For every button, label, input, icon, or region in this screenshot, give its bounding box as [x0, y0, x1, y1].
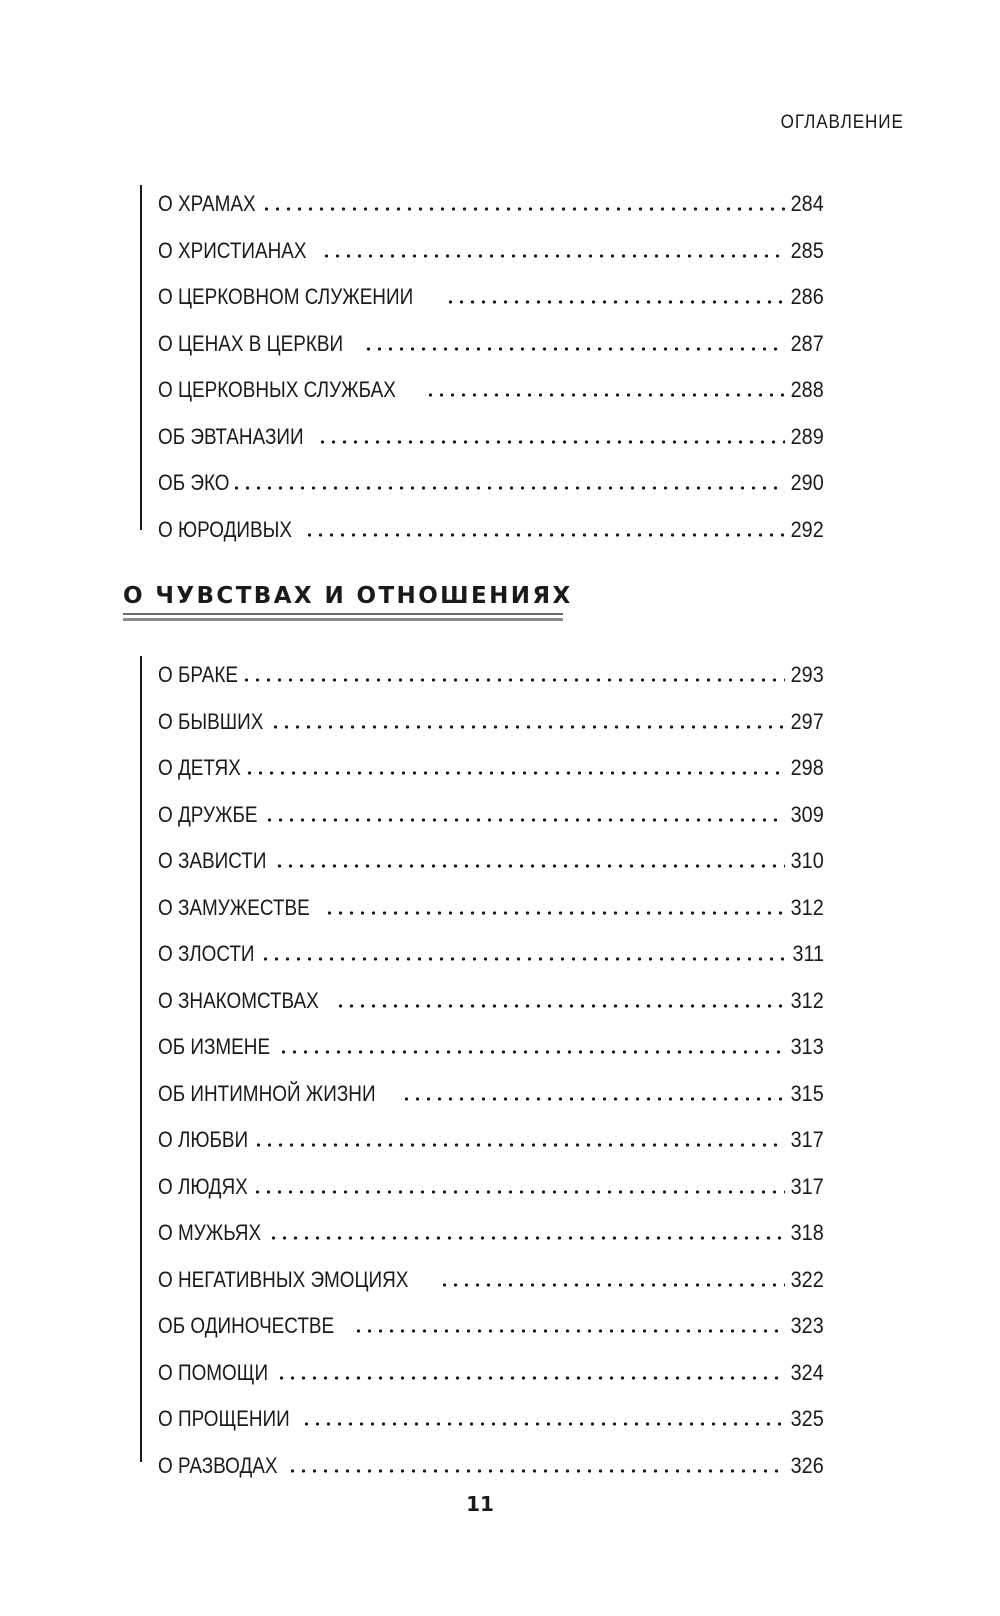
- toc-entry-title: О ЗАМУЖЕСТВЕ: [158, 894, 310, 920]
- toc-entry: [158, 1117, 824, 1164]
- dot-leader: [261, 205, 785, 213]
- dot-leader: [260, 955, 787, 963]
- toc-group-church: [140, 185, 824, 542]
- toc-list: [158, 181, 824, 553]
- toc-group-feelings: [140, 656, 824, 1478]
- section-heading: О ЧУВСТВАХ И ОТНОШЕНИЯХ: [123, 583, 573, 609]
- toc-entry-page: 322: [790, 1266, 824, 1292]
- dot-leader: [425, 391, 786, 399]
- toc-list: [158, 652, 824, 1489]
- toc-entry-title: О БЫВШИХ: [158, 708, 264, 734]
- dot-leader: [301, 1420, 785, 1428]
- toc-entry-title: ОБ ИЗМЕНЕ: [158, 1034, 271, 1060]
- toc-entry: [158, 885, 824, 932]
- toc-entry-page: 315: [790, 1080, 824, 1106]
- toc-entry: [158, 1024, 824, 1071]
- dot-leader: [270, 723, 785, 731]
- toc-entry-page: 323: [790, 1313, 824, 1339]
- toc-entry-page: 288: [790, 377, 824, 403]
- toc-entry-title: О ХРИСТИАНАХ: [158, 237, 307, 263]
- toc-entry-page: 313: [790, 1034, 824, 1060]
- toc-entry-page: 310: [790, 848, 824, 874]
- toc-entry-title: О ПОМОЩИ: [158, 1359, 269, 1385]
- toc-entry: [158, 652, 824, 699]
- page-number: 11: [466, 1492, 494, 1516]
- toc-entry: [158, 1396, 824, 1443]
- dot-leader: [363, 345, 785, 353]
- dot-leader: [268, 1234, 785, 1242]
- dot-leader: [274, 862, 785, 870]
- toc-entry: [158, 507, 824, 554]
- toc-entry-page: 324: [790, 1359, 824, 1385]
- toc-entry: [158, 1350, 824, 1397]
- dot-leader: [353, 1327, 785, 1335]
- dot-leader: [241, 676, 785, 684]
- dot-leader: [276, 1374, 785, 1382]
- toc-entry-page: 309: [790, 801, 824, 827]
- dot-leader: [335, 1002, 785, 1010]
- dot-leader: [321, 252, 786, 260]
- dot-leader: [287, 1467, 785, 1475]
- toc-entry-page: 312: [790, 987, 824, 1013]
- toc-entry: [158, 1210, 824, 1257]
- toc-entry-page: 285: [790, 237, 824, 263]
- dot-leader: [264, 816, 786, 824]
- toc-entry: [158, 274, 824, 321]
- toc-entry-page: 287: [790, 330, 824, 356]
- toc-entry-page: 284: [790, 191, 824, 217]
- toc-entry: [158, 181, 824, 228]
- toc-entry-title: О ЦЕРКОВНЫХ СЛУЖБАХ: [158, 377, 396, 403]
- toc-entry-page: 325: [790, 1406, 824, 1432]
- toc-entry-page: 311: [792, 941, 824, 967]
- toc-entry-title: О ДРУЖБЕ: [158, 801, 258, 827]
- toc-entry: [158, 745, 824, 792]
- toc-entry-title: О ЦЕНАХ В ЦЕРКВИ: [158, 330, 344, 356]
- toc-entry-page: 318: [790, 1220, 824, 1246]
- toc-entry: [158, 1071, 824, 1118]
- toc-entry-title: О ЮРОДИВЫХ: [158, 516, 292, 542]
- toc-entry-title: О МУЖЬЯХ: [158, 1220, 262, 1246]
- dot-leader: [317, 438, 785, 446]
- toc-entry: [158, 931, 824, 978]
- toc-entry-title: О ПРОЩЕНИИ: [158, 1406, 290, 1432]
- toc-entry-title: О ХРАМАХ: [158, 191, 256, 217]
- toc-entry: [158, 792, 824, 839]
- dot-leader: [231, 484, 785, 492]
- toc-entry: [158, 367, 824, 414]
- toc-entry-page: 312: [790, 894, 824, 920]
- dot-leader: [445, 298, 786, 306]
- toc-entry: [158, 228, 824, 275]
- toc-entry-title: О РАЗВОДАХ: [158, 1452, 278, 1478]
- toc-entry-page: 317: [790, 1173, 824, 1199]
- toc-entry: [158, 414, 824, 461]
- toc-entry-title: О НЕГАТИВНЫХ ЭМОЦИЯХ: [158, 1266, 409, 1292]
- dot-leader: [252, 1188, 785, 1196]
- toc-entry-title: О ЗЛОСТИ: [158, 941, 255, 967]
- toc-entry-title: ОБ ОДИНОЧЕСТВЕ: [158, 1313, 335, 1339]
- toc-entry: [158, 699, 824, 746]
- toc-entry: [158, 1164, 824, 1211]
- toc-entry-page: 290: [790, 470, 824, 496]
- toc-entry: [158, 1303, 824, 1350]
- section-underline: [123, 613, 563, 621]
- toc-entry-page: 289: [790, 423, 824, 449]
- toc-entry-title: О ДЕТЯХ: [158, 755, 241, 781]
- dot-leader: [304, 531, 785, 539]
- toc-entry: [158, 460, 824, 507]
- toc-entry-title: О БРАКЕ: [158, 662, 239, 688]
- running-head: ОГЛАВЛЕНИЕ: [780, 112, 904, 133]
- toc-entry-title: ОБ ЭКО: [158, 470, 230, 496]
- toc-entry-title: О ЗАВИСТИ: [158, 848, 267, 874]
- toc-entry-page: 292: [790, 516, 824, 542]
- dot-leader: [244, 769, 785, 777]
- toc-entry: [158, 978, 824, 1025]
- toc-entry: [158, 321, 824, 368]
- toc-entry-page: 297: [790, 708, 824, 734]
- dot-leader: [253, 1141, 785, 1149]
- toc-entry-title: ОБ ИНТИМНОЙ ЖИЗНИ: [158, 1080, 376, 1106]
- toc-entry-title: О ЛЮБВИ: [158, 1127, 249, 1153]
- dot-leader: [439, 1281, 785, 1289]
- toc-entry-page: 286: [790, 284, 824, 310]
- toc-entry-title: О ЗНАКОМСТВАХ: [158, 987, 319, 1013]
- dot-leader: [401, 1095, 785, 1103]
- toc-entry: [158, 1257, 824, 1304]
- toc-entry-title: О ЦЕРКОВНОМ СЛУЖЕНИИ: [158, 284, 414, 310]
- toc-entry-page: 298: [790, 755, 824, 781]
- toc-entry: [158, 1443, 824, 1490]
- toc-entry-page: 326: [790, 1452, 824, 1478]
- toc-entry-page: 293: [790, 662, 824, 688]
- toc-entry: [158, 838, 824, 885]
- dot-leader: [278, 1048, 785, 1056]
- toc-entry-title: ОБ ЭВТАНАЗИИ: [158, 423, 304, 449]
- dot-leader: [324, 909, 785, 917]
- toc-entry-title: О ЛЮДЯХ: [158, 1173, 248, 1199]
- toc-entry-page: 317: [790, 1127, 824, 1153]
